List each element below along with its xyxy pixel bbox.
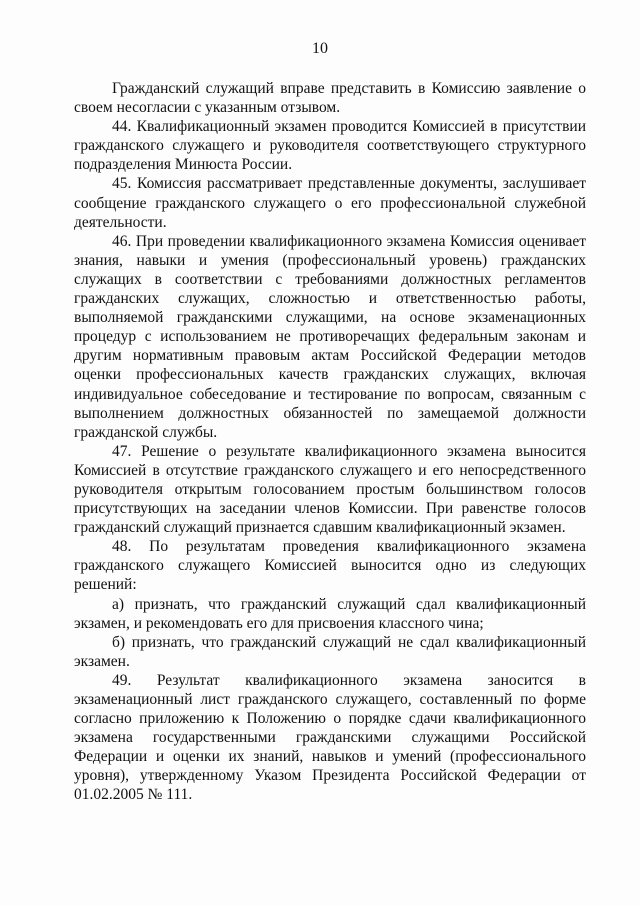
paragraph-48: 48. По результатам проведения квалификационного экзамена гражданского служащего Комиссией выносится одно из следующих решений: <box>74 538 586 594</box>
paragraph-46: 46. При проведении квалификационного экзамена Комиссия оценивает знания, навыки и умения (профессиональный уровень) гражданских служащих в соответствии с требованиями должностных регламентов гражданских служащих, сложностью и ответственностью работы, выполняемой гражданскими служащими, на основе экзаменационных процедур с использованием не противоречащих федеральным законам и другим нормативным правовым актам Российской Федерации методов оценки профессиональных качеств гражданских служащих, включая индивидуальное собеседование и тестирование по вопросам, связанным с выполнением должностных обязанностей по замещаемой должности гражданской службы. <box>74 232 586 441</box>
paragraph-47: 47. Решение о результате квалификационного экзамена выносится Комиссией в отсутствие гражданского служащего и его непосредственного руководителя открытым голосованием простым большинством голосов присутствующих на заседании членов Комиссии. При равенстве голосов гражданский служащий признается сдавшим квалификационный экзамен. <box>74 442 586 537</box>
paragraph-44: 44. Квалификационный экзамен проводится Комиссией в присутствии гражданского служащего и руководителя соответствующего структурного подразделения Минюста России. <box>74 118 586 174</box>
paragraph-48-b: б) признать, что гражданский служащий не сдал квалификационный экзамен. <box>74 633 586 670</box>
document-body <box>74 79 586 805</box>
paragraph-disagreement-statement: Гражданский служащий вправе представить в Комиссию заявление о своем несогласии с указанным отзывом. <box>74 80 586 117</box>
paragraph-45: 45. Комиссия рассматривает представленные документы, заслушивает сообщение гражданского служащего о его профессиональной служебной деятельности. <box>74 175 586 231</box>
page-number: 10 <box>312 40 328 57</box>
paragraph-49: 49. Результат квалификационного экзамена заносится в экзаменационный лист гражданского служащего, составленный по форме согласно приложению к Положению о порядке сдачи квалификационного экзамена государственными гражданскими служащими Российской Федерации и оценки их знаний, навыков и умений (профессионального уровня), утвержденному Указом Президента Российской Федерации от 01.02.2005 № 111. <box>74 671 586 804</box>
paragraph-48-a: а) признать, что гражданский служащий сдал квалификационный экзамен, и рекомендовать его для присвоения классного чина; <box>74 595 586 632</box>
